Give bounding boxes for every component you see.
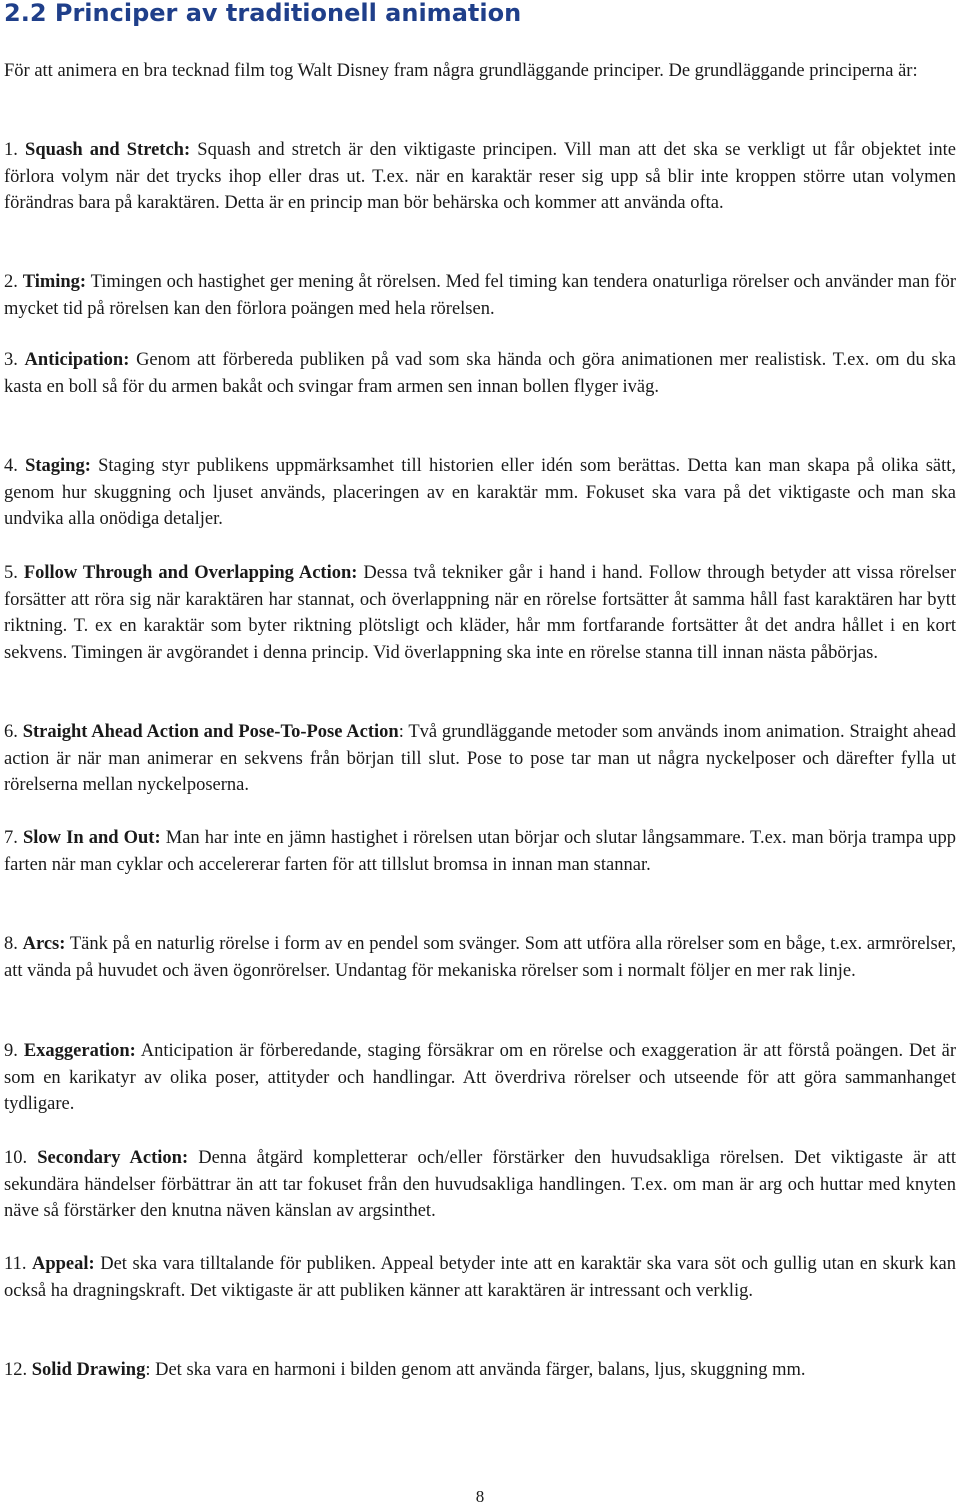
principle-number: 4. bbox=[4, 456, 18, 476]
principle-number: 6. bbox=[4, 722, 18, 742]
principle-number: 7. bbox=[4, 828, 18, 848]
principle-text: : Det ska vara en harmoni i bilden genom att använda färger, balans, ljus, skuggning mm. bbox=[145, 1360, 806, 1380]
principle-item bbox=[4, 1038, 956, 1118]
principle-number: 8. bbox=[4, 934, 18, 954]
principle-text: Det ska vara tilltalande för publiken. Appeal betyder inte att en karaktär ska vara söt och gullig utan en skurk kan också ha dragningskraft. Det viktigaste är att publiken känner att karaktären är intressant och verklig. bbox=[4, 1254, 957, 1301]
principle-text: Timingen och hastighet ger mening åt rörelsen. Med fel timing kan tendera onaturliga rörelser och använder man för mycket tid på rörelsen kan den förlora poängen med hela rörelsen. bbox=[4, 272, 957, 319]
principle-text: Squash and stretch är den viktigaste principen. Vill man att det ska se verkligt ut får objektet inte förlora volym när det trycks ihop eller dras ut. T.ex. när en karaktär reser sig upp så blir inte kroppen större utan volymen förändras bara på karaktären. Detta är en princip man bör behärska och kommer att använda ofta. bbox=[4, 140, 957, 214]
principle-text: Staging styr publikens uppmärksamhet till historien eller idén som berättas. Detta kan man skapa på olika sätt, genom hur skuggning och ljuset används, placeringen av en karaktär mm. Fokuset ska vara på det viktigaste och man ska undvika alla onödiga detaljer. bbox=[4, 456, 957, 530]
principle-item bbox=[4, 269, 956, 322]
principle-number: 2. bbox=[4, 272, 18, 292]
principle-number: 5. bbox=[4, 563, 18, 583]
principle-item bbox=[4, 1357, 956, 1384]
principle-item bbox=[4, 453, 956, 533]
principle-number: 11. bbox=[4, 1254, 27, 1274]
principle-number: 9. bbox=[4, 1041, 18, 1061]
principle-number: 1. bbox=[4, 140, 18, 160]
intro-paragraph: För att animera en bra tecknad film tog Walt Disney fram några grundläggande principer. De grundläggande principerna är: bbox=[4, 61, 918, 81]
principle-number: 10. bbox=[4, 1148, 28, 1168]
principle-term: Timing: bbox=[22, 272, 87, 292]
principle-text: Man har inte en jämn hastighet i rörelsen utan börjar och slutar långsammare. T.ex. man börja trampa upp farten när man cyklar och accelererar farten för att tillslut bromsa in innan man stannar. bbox=[4, 828, 957, 875]
principle-term: Arcs: bbox=[22, 934, 66, 954]
page-number: 8 bbox=[475, 1487, 485, 1506]
principle-item bbox=[4, 137, 956, 217]
principle-term: Solid Drawing bbox=[31, 1360, 146, 1380]
principle-number: 3. bbox=[4, 350, 18, 370]
principle-item bbox=[4, 931, 956, 984]
principle-term: Secondary Action: bbox=[37, 1148, 189, 1168]
principle-text: Anticipation är förberedande, staging försäkrar om en rörelse och exaggeration är att förstå poängen. Det är som en karikatyr av olika poser, attityder och handlingar. Att överdriva rörelser och utseende för att göra sammanhanget tydligare. bbox=[4, 1041, 957, 1115]
principle-term: Slow In and Out: bbox=[22, 828, 161, 848]
principle-item bbox=[4, 560, 956, 666]
principle-text: Denna åtgärd kompletterar och/eller förstärker den huvudsakliga rörelsen. Det viktigaste är att sekundära händelser förbättrar än att tar fokuset från den huvudsakliga handlingen. T.ex. om man är arg och huttar med knyten näve så förstärker den knutna näven känslan av argsinthet. bbox=[4, 1148, 957, 1222]
principle-text: : Två grundläggande metoder som används inom animation. Straight ahead action är när man animerar en sekvens från början till slut. Pose to pose tar man ut några nyckelposer och därefter fylla ut rörelserna mellan nyckelposerna. bbox=[4, 722, 957, 796]
section-heading: 2.2 Principer av traditionell animation bbox=[4, 0, 522, 27]
principle-term: Anticipation: bbox=[24, 350, 130, 370]
principle-text: Tänk på en naturlig rörelse i form av en pendel som svänger. Som att utföra alla rörelser som en båge, t.ex. armrörelser, att vända på huvudet och även ögonrörelser. Undantag för mekaniska rörelser som i normalt följer en mer rak linje. bbox=[4, 934, 956, 981]
principle-term: Straight Ahead Action and Pose-To-Pose Action bbox=[22, 722, 399, 742]
principle-item bbox=[4, 719, 956, 799]
principle-term: Follow Through and Overlapping Action: bbox=[23, 563, 358, 583]
principle-term: Appeal: bbox=[31, 1254, 95, 1274]
principle-item bbox=[4, 1145, 956, 1225]
principle-item bbox=[4, 1251, 956, 1304]
principle-term: Staging: bbox=[25, 456, 91, 476]
principle-item bbox=[4, 825, 956, 878]
principle-term: Squash and Stretch: bbox=[25, 140, 191, 160]
principle-text: Genom att förbereda publiken på vad som ska hända och göra animationen mer realistisk. T.ex. om du ska kasta en boll så för du armen bakåt och svingar fram armen sen innan bollen flyger iväg. bbox=[4, 350, 957, 397]
principle-item bbox=[4, 347, 956, 400]
principle-text: Dessa två tekniker går i hand i hand. Follow through betyder att vissa rörelser forsätter att röra sig när karaktären har stannat, och överlappning när en rörelse fortsätter åt samma håll fast karaktären har bytt riktning. T. ex en karaktär som byter riktning plötsligt och kläder, hår mm fortfarande fortsätter åt det andra hållet i en kort sekvens. Timingen är avgörandet i denna princip. Vid överlappning ska inte en rörelse stanna till innan nästa påbörjas. bbox=[4, 563, 957, 663]
principle-number: 12. bbox=[4, 1360, 28, 1380]
principle-term: Exaggeration: bbox=[23, 1041, 136, 1061]
